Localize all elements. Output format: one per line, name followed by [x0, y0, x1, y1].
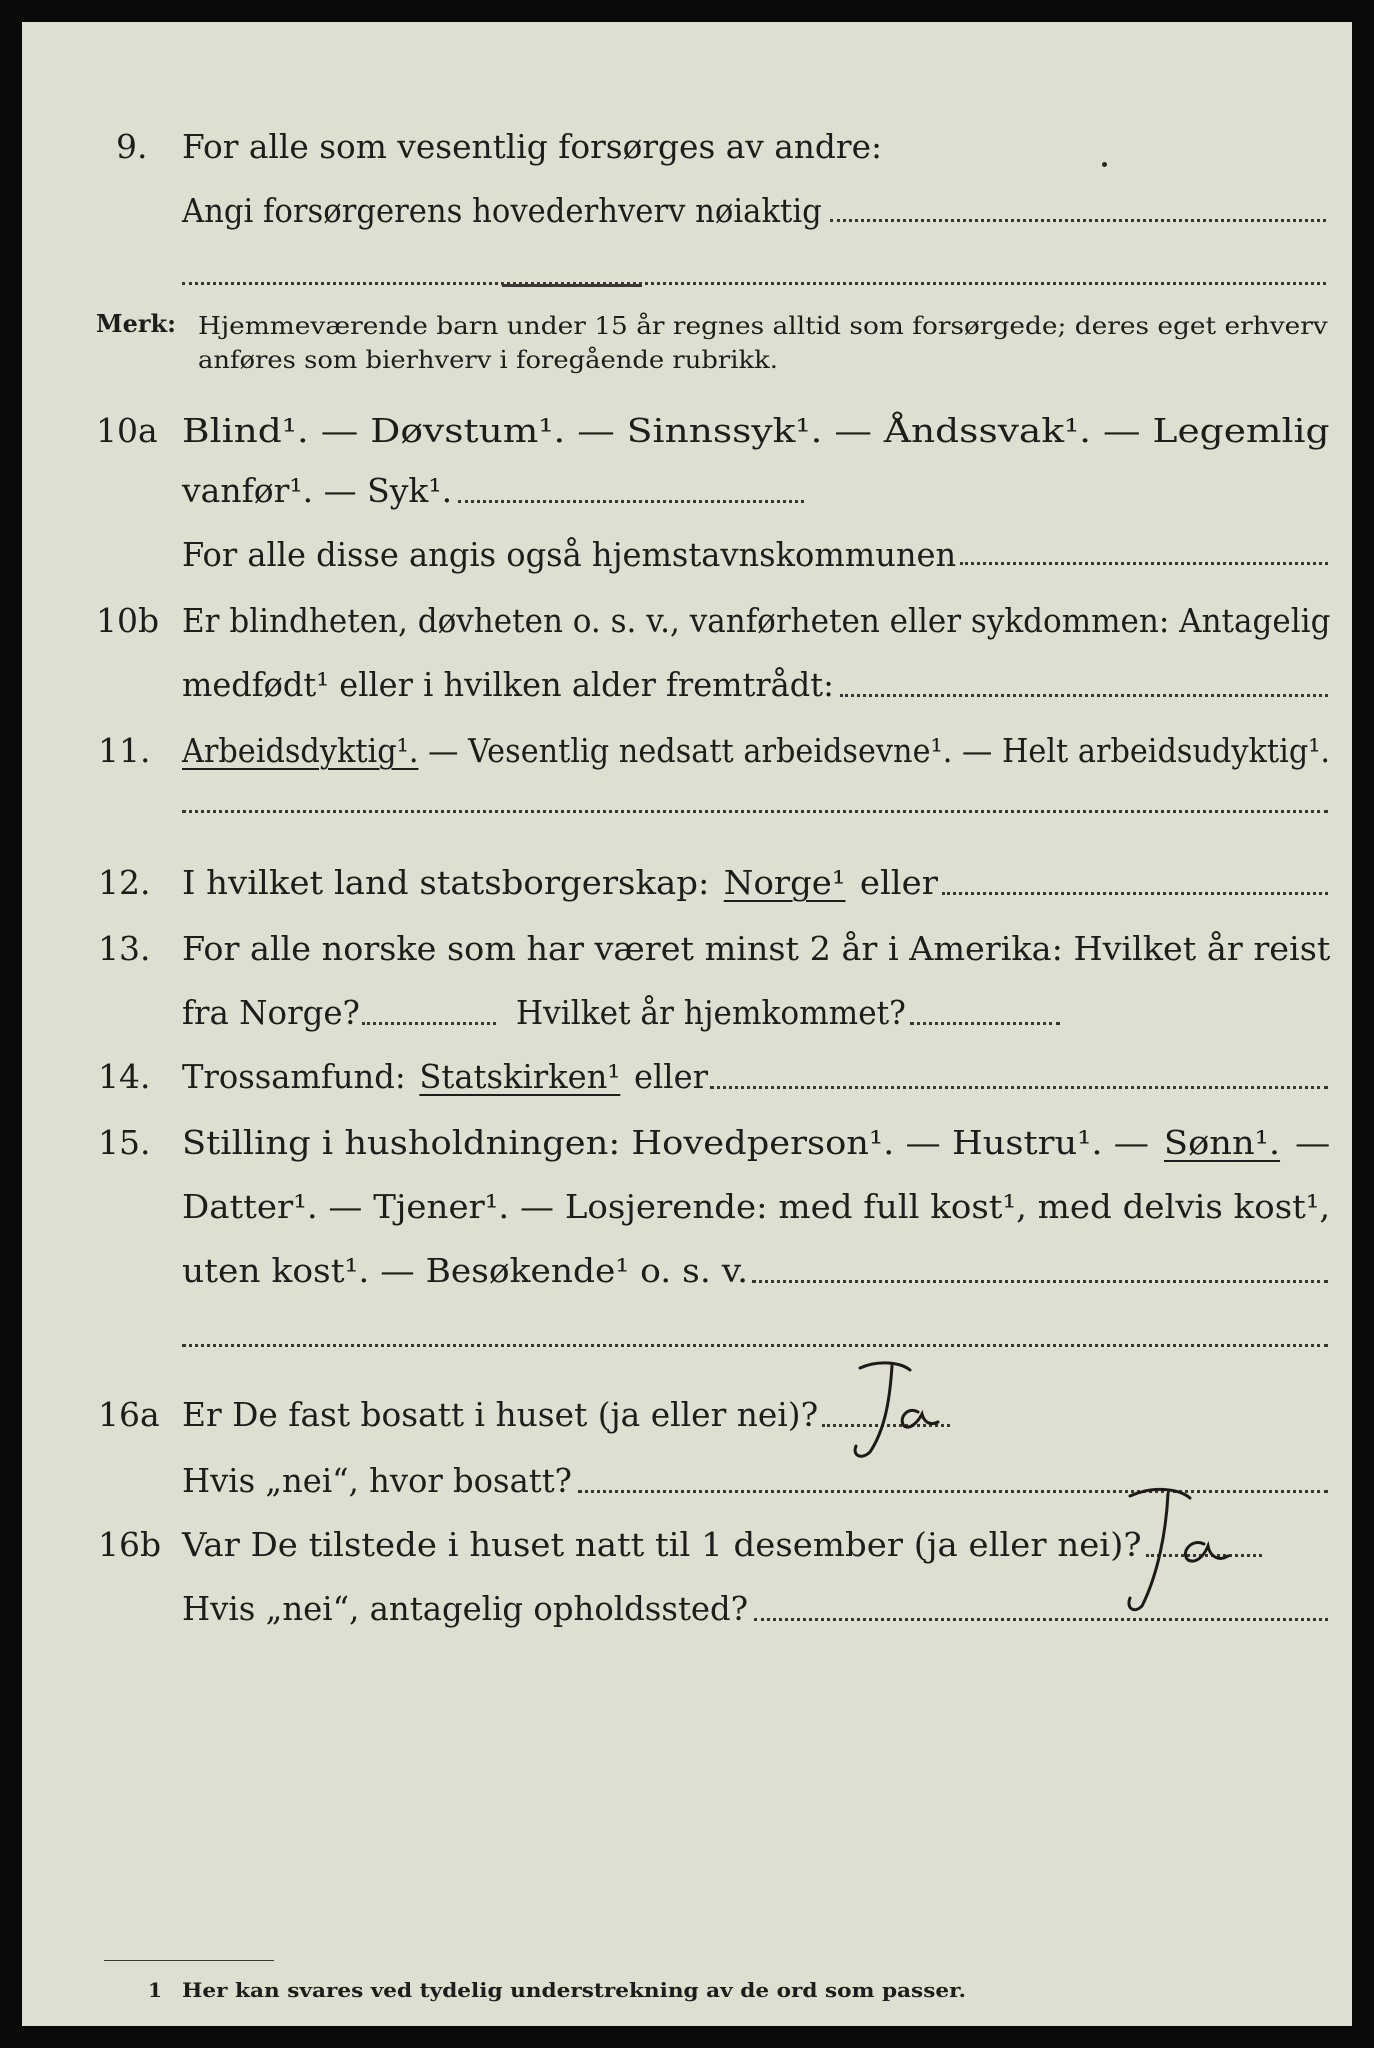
q14-number: 14.	[98, 1057, 151, 1096]
q12-suffix: eller	[859, 863, 938, 902]
q9-line1: For alle som vesentlig forsørges av andre:	[182, 127, 883, 166]
q9-rule	[502, 284, 642, 287]
q11-number: 11.	[98, 731, 151, 770]
q16a-line2: Hvis „nei“, hvor bosatt?	[182, 1461, 572, 1500]
q11-rest: — Vesentlig nedsatt arbeidsevne¹. — Helt arbeidsudyktig¹.	[418, 731, 1331, 770]
q15-answer-line[interactable]	[752, 1280, 1328, 1283]
q12-text	[182, 863, 938, 902]
q15-line2: Datter¹. — Tjener¹. — Losjerende: med full kost¹, med delvis kost¹,	[182, 1187, 1331, 1226]
q16b-handwritten-answer	[1102, 1482, 1242, 1622]
q14-answer-line[interactable]	[710, 1086, 1328, 1089]
q12-number: 12.	[98, 863, 151, 902]
q10a-line2: vanfør¹. — Syk¹.	[182, 471, 453, 510]
q16a-handwritten-answer	[840, 1356, 950, 1466]
q13-number: 13.	[98, 929, 151, 968]
q12-answer-line[interactable]	[942, 892, 1328, 895]
q9-answer-line-2[interactable]	[182, 282, 1326, 285]
q10a-line1: Blind¹. — Døvstum¹. — Sinnssyk¹. — Åndssvak¹. — Legemlig	[182, 411, 1330, 450]
q16b-opholdssted-line[interactable]	[754, 1618, 1328, 1621]
q15-underlined-answer: Sønn¹.	[1163, 1123, 1281, 1162]
q15-line1c: —	[1294, 1123, 1331, 1162]
q10b-number: 10b	[96, 601, 160, 640]
q10b-line1: Er blindheten, døvheten o. s. v., vanførheten eller sykdommen: Antagelig	[182, 601, 1331, 640]
q15-answer-line-2[interactable]	[182, 1344, 1328, 1347]
q13-line2b: Hvilket år hjemkommet?	[516, 993, 906, 1032]
q13-reist-line[interactable]	[362, 1022, 496, 1025]
q12-prefix: I hvilket land statsborgerskap:	[182, 863, 710, 902]
q15-number: 15.	[98, 1123, 151, 1162]
q10a-hjemstavn-line[interactable]	[960, 562, 1328, 565]
q11-underlined-answer: Arbeidsdyktig¹.	[182, 731, 419, 770]
q13-hjemkommet-line[interactable]	[910, 1022, 1060, 1025]
q9-answer-line[interactable]	[830, 219, 1326, 222]
q11-answer-line[interactable]	[182, 810, 1328, 813]
q12-underlined-answer: Norge¹	[723, 863, 846, 902]
q16b-line2: Hvis „nei“, antagelig opholdssted?	[182, 1589, 749, 1628]
q14-suffix: eller	[633, 1057, 708, 1096]
q16a-answer-text: Ja	[844, 1421, 870, 1451]
footnote-text: Her kan svares ved tydelig understrekning av de ord som passer.	[182, 1978, 967, 2002]
footnote-mark: 1	[148, 1978, 162, 2002]
merk-line2: anføres som bierhverv i foregående rubrikk.	[198, 346, 778, 374]
q16b-answer-text: Ja	[1106, 1569, 1132, 1599]
q9-line2: Angi forsørgerens hovederhverv nøiaktig	[182, 191, 822, 230]
merk-line1: Hjemmeværende barn under 15 år regnes alltid som forsørgede; deres eget erhverv	[198, 312, 1328, 340]
form-sheet	[22, 22, 1352, 2026]
q11-text	[182, 731, 1331, 770]
q13-line1: For alle norske som har været minst 2 år i Amerika: Hvilket år reist	[182, 929, 1331, 968]
q10a-syk-line[interactable]	[458, 500, 804, 503]
q13-line2a: fra Norge?	[182, 993, 360, 1032]
merk-label: Merk:	[96, 309, 176, 338]
q10b-line2: medfødt¹ eller i hvilken alder fremtrådt:	[182, 665, 834, 704]
q10b-answer-line[interactable]	[840, 694, 1328, 697]
q14-underlined-answer: Statskirken¹	[419, 1057, 621, 1096]
ink-speck	[1102, 162, 1107, 167]
q16b-line1: Var De tilstede i huset natt til 1 desember (ja eller nei)?	[182, 1525, 1142, 1564]
q9-number: 9.	[116, 127, 148, 166]
q15-line1	[182, 1123, 1331, 1162]
q16a-number: 16a	[98, 1395, 160, 1434]
q16b-number: 16b	[98, 1525, 162, 1564]
q10a-line3: For alle disse angis også hjemstavnskommunen	[182, 535, 957, 574]
q14-prefix: Trossamfund:	[182, 1057, 406, 1096]
q14-text	[182, 1057, 708, 1096]
q15-line1a: Stilling i husholdningen: Hovedperson¹. — Hustru¹. —	[182, 1123, 1149, 1162]
footnote-rule	[104, 1960, 274, 1961]
q16a-line1: Er De fast bosatt i huset (ja eller nei)?	[182, 1395, 819, 1434]
q15-line3: uten kost¹. — Besøkende¹ o. s. v.	[182, 1251, 749, 1290]
q10a-number: 10a	[96, 411, 158, 450]
